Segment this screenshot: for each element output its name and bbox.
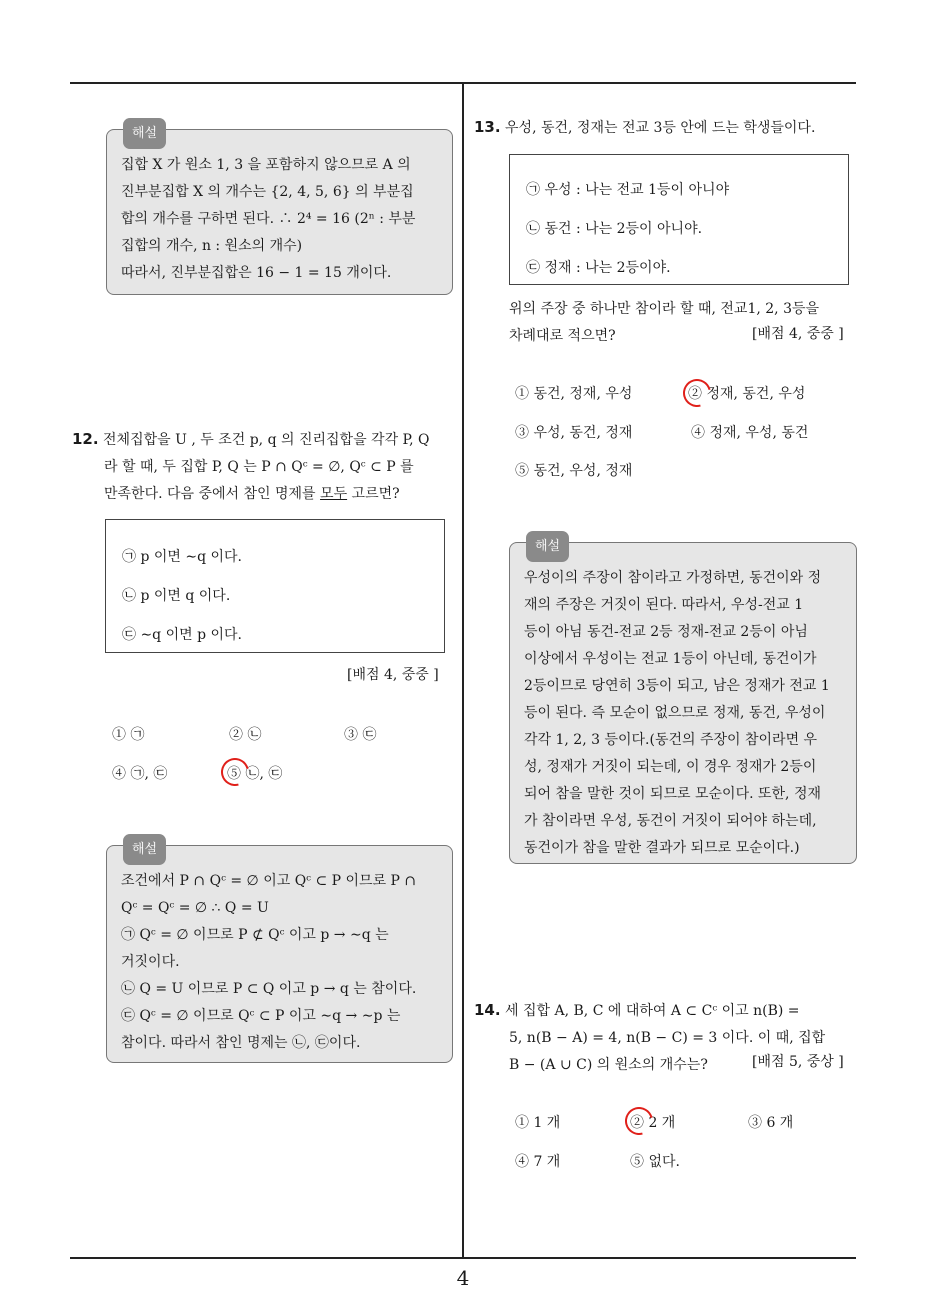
statement-item: ㉡ p 이면 q 이다. xyxy=(122,588,231,604)
solution-line: 진부분집합 X 의 개수는 {2, 4, 5, 6} 의 부분집 xyxy=(121,184,414,200)
emphasis-all: 모두 xyxy=(320,486,348,502)
solution-line: 조건에서 P ∩ Qᶜ = ∅ 이고 Qᶜ ⊂ P 이므로 P ∩ xyxy=(121,873,417,889)
score-label: [배점 4, 중중 ] xyxy=(752,326,844,342)
choice-option[interactable]: ① ㉠ xyxy=(112,727,145,743)
solution-line: ㉡ Q = U 이므로 P ⊂ Q 이고 p → q 는 참이다. xyxy=(121,981,417,997)
question-text: 세 집합 A, B, C 에 대하여 A ⊂ Cᶜ 이고 n(B) = xyxy=(505,1003,800,1019)
solution-line: 되어 참을 말한 것이 되므로 모순이다. 또한, 정재 xyxy=(524,786,822,802)
statement-box-12 xyxy=(105,519,445,653)
question-number: 13. xyxy=(474,118,501,136)
question-text-line3 xyxy=(72,481,457,508)
page-number: 4 xyxy=(456,1266,470,1290)
choice-option[interactable]: ② ㉡ xyxy=(229,727,262,743)
solution-tag: 해설 xyxy=(526,531,569,562)
statement-item: ㉠ 우성 : 나는 전교 1등이 아니야 xyxy=(526,182,730,198)
solution-box-11 xyxy=(106,126,453,295)
statement-item: ㉢ ∼q 이면 p 이다. xyxy=(122,627,243,643)
solution-line: 2등이므로 당연히 3등이 되고, 남은 정재가 전교 1 xyxy=(524,678,830,694)
choice-option[interactable]: ④ 7 개 xyxy=(515,1154,561,1170)
solution-line: 합의 개수를 구하면 된다. ∴ 2⁴ = 16 (2ⁿ : 부분 xyxy=(121,211,416,227)
answer-mark-circle xyxy=(620,1102,658,1140)
choice-option[interactable]: ① 1 개 xyxy=(515,1115,561,1131)
choice-option[interactable]: ② 2 개 xyxy=(630,1115,676,1131)
choice-option[interactable]: ③ 우성, 동건, 정재 xyxy=(515,425,633,441)
choice-option[interactable]: ⑤ ㉡, ㉢ xyxy=(227,766,283,782)
solution-line: 재의 주장은 거짓이 된다. 따라서, 우성-전교 1 xyxy=(524,597,804,613)
solution-tag: 해설 xyxy=(123,834,166,865)
question-text: 전체집합을 U , 두 조건 p, q 의 진리집합을 각각 P, Q xyxy=(103,432,430,448)
solution-line: 이상에서 우성이는 전교 1등이 아닌데, 동건이가 xyxy=(524,651,817,667)
answer-mark-circle xyxy=(678,374,716,412)
question-number: 12. xyxy=(72,430,99,448)
solution-box-12 xyxy=(106,842,453,1063)
statement-item: ㉢ 정재 : 나는 2등이야. xyxy=(526,260,671,276)
choice-option[interactable]: ③ ㉢ xyxy=(344,727,377,743)
solution-tag: 해설 xyxy=(123,118,166,149)
score-label: [배점 4, 중중 ] xyxy=(347,667,439,683)
solution-box-13 xyxy=(509,539,857,864)
solution-line: 거짓이다. xyxy=(121,954,180,970)
solution-line: 등이 된다. 즉 모순이 없으므로 정재, 동건, 우성이 xyxy=(524,705,826,721)
question-text: 우성, 동건, 정재는 전교 3등 안에 드는 학생들이다. xyxy=(505,120,816,136)
solution-line: Qᶜ = Qᶜ = ∅ ∴ Q = U xyxy=(121,900,269,916)
question-text: 차례대로 적으면? xyxy=(509,328,616,344)
question-text: 고르면? xyxy=(347,486,400,502)
question-text: 위의 주장 중 하나만 참이라 할 때, 전교1, 2, 3등을 xyxy=(509,301,820,317)
question-number: 14. xyxy=(474,1001,501,1019)
question-12 xyxy=(72,426,457,508)
solution-line: 동건이가 참을 말한 결과가 되므로 모순이다.) xyxy=(524,840,800,856)
column-divider xyxy=(462,83,464,1259)
choice-option[interactable]: ① 동건, 정재, 우성 xyxy=(515,386,633,402)
solution-line: 참이다. 따라서 참인 명제는 ㉡, ㉢이다. xyxy=(121,1035,361,1051)
solution-line: ㉠ Qᶜ = ∅ 이므로 P ⊄ Qᶜ 이고 p → ∼q 는 xyxy=(121,927,389,943)
choice-option[interactable]: ⑤ 동건, 우성, 정재 xyxy=(515,463,633,479)
choice-option[interactable]: ③ 6 개 xyxy=(748,1115,794,1131)
solution-line: 우성이의 주장이 참이라고 가정하면, 동건이와 정 xyxy=(524,570,822,586)
statement-item: ㉡ 동건 : 나는 2등이 아니야. xyxy=(526,221,703,237)
question-text: B − (A ∪ C) 의 원소의 개수는? xyxy=(509,1057,708,1073)
solution-line: 집합의 개수, n : 원소의 개수) xyxy=(121,238,303,254)
question-text: 5, n(B − A) = 4, n(B − C) = 3 이다. 이 때, 집합 xyxy=(509,1030,826,1046)
score-label: [배점 5, 중상 ] xyxy=(752,1054,844,1070)
statement-box-13 xyxy=(509,154,849,285)
choice-option[interactable]: ④ ㉠, ㉢ xyxy=(112,766,168,782)
solution-line: 따라서, 진부분집합은 16 − 1 = 15 개이다. xyxy=(121,265,392,281)
solution-line: ㉢ Qᶜ = ∅ 이므로 Qᶜ ⊂ P 이고 ∼q → ∼p 는 xyxy=(121,1008,401,1024)
choice-option[interactable]: ② 정재, 동건, 우성 xyxy=(688,386,806,402)
solution-line: 등이 아님 동건-전교 2등 정재-전교 2등이 아님 xyxy=(524,624,808,640)
question-text: 만족한다. 다음 중에서 참인 명제를 xyxy=(104,486,321,502)
solution-line: 집합 X 가 원소 1, 3 을 포함하지 않으므로 A 의 xyxy=(121,157,411,173)
answer-mark-circle xyxy=(216,753,254,791)
question-text: 라 할 때, 두 집합 P, Q 는 P ∩ Qᶜ = ∅, Qᶜ ⊂ P 를 xyxy=(104,459,414,475)
solution-line: 성, 정재가 거짓이 되는데, 이 경우 정재가 2등이 xyxy=(524,759,817,775)
solution-line: 가 참이라면 우성, 동건이 거짓이 되어야 하는데, xyxy=(524,813,817,829)
choice-option[interactable]: ⑤ 없다. xyxy=(630,1154,680,1170)
choice-option[interactable]: ④ 정재, 우성, 동건 xyxy=(691,425,809,441)
question-13 xyxy=(474,114,859,142)
solution-line: 각각 1, 2, 3 등이다.(동건의 주장이 참이라면 우 xyxy=(524,732,818,748)
statement-item: ㉠ p 이면 ∼q 이다. xyxy=(122,549,243,565)
